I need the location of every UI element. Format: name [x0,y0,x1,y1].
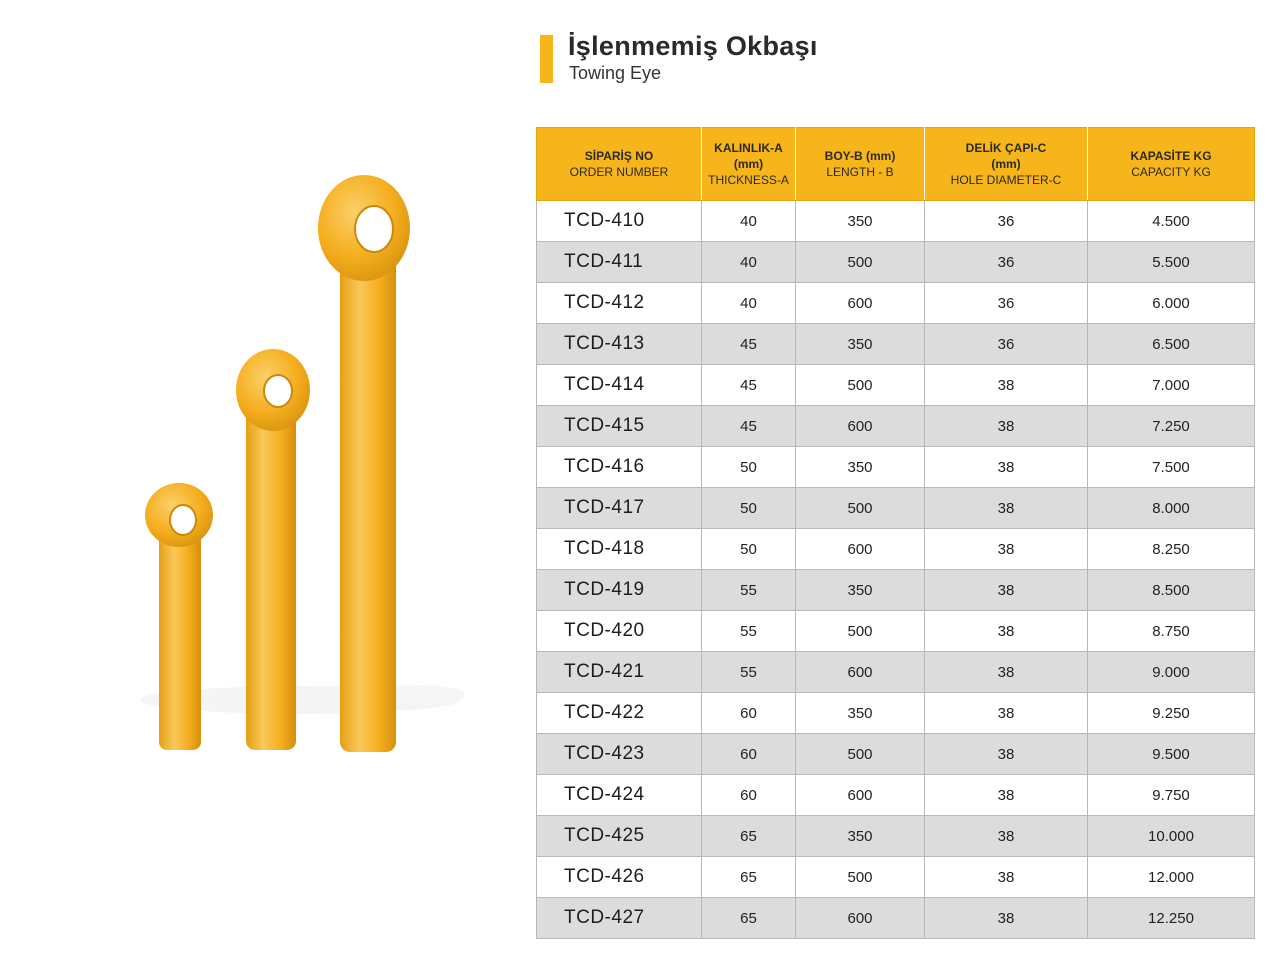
table-row [537,283,1255,324]
order-number-cell: TCD-425 [537,816,702,857]
length-cell: 600 [796,652,925,693]
length-cell: 600 [796,529,925,570]
order-number-cell: TCD-423 [537,734,702,775]
length-cell: 600 [796,898,925,939]
order-number-cell: TCD-421 [537,652,702,693]
hole-diameter-cell: 38 [925,406,1088,447]
thickness-cell: 50 [702,488,796,529]
table-row [537,447,1255,488]
table-header [537,128,1255,201]
thickness-cell: 50 [702,529,796,570]
table-row [537,201,1255,242]
thickness-cell: 55 [702,652,796,693]
column-header-en: ORDER NUMBER [569,165,669,179]
capacity-cell: 6.000 [1088,283,1255,324]
column-header-en: CAPACITY KG [1131,165,1211,179]
thickness-cell: 45 [702,324,796,365]
thickness-cell: 50 [702,447,796,488]
length-cell: 500 [796,857,925,898]
hole-diameter-cell: 38 [925,447,1088,488]
hole-diameter-cell: 38 [925,775,1088,816]
thickness-cell: 60 [702,734,796,775]
column-header-order-number [537,128,702,201]
thickness-cell: 45 [702,406,796,447]
thickness-cell: 55 [702,611,796,652]
table-row [537,693,1255,734]
hole-diameter-cell: 38 [925,529,1088,570]
thickness-cell: 60 [702,693,796,734]
capacity-cell: 9.750 [1088,775,1255,816]
length-cell: 350 [796,201,925,242]
thickness-cell: 45 [702,365,796,406]
capacity-cell: 8.000 [1088,488,1255,529]
length-cell: 500 [796,488,925,529]
length-cell: 500 [796,242,925,283]
thickness-cell: 65 [702,816,796,857]
column-header-tr-unit: (mm) [733,157,764,171]
table-row [537,406,1255,447]
hole-diameter-cell: 36 [925,201,1088,242]
capacity-cell: 7.000 [1088,365,1255,406]
order-number-cell: TCD-424 [537,775,702,816]
hole-diameter-cell: 38 [925,693,1088,734]
length-cell: 350 [796,816,925,857]
column-header-hole-diameter [925,128,1088,201]
capacity-cell: 9.500 [1088,734,1255,775]
order-number-cell: TCD-420 [537,611,702,652]
order-number-cell: TCD-415 [537,406,702,447]
capacity-cell: 9.000 [1088,652,1255,693]
hole-diameter-cell: 36 [925,324,1088,365]
hole-diameter-cell: 38 [925,365,1088,406]
capacity-cell: 5.500 [1088,242,1255,283]
table-row [537,652,1255,693]
thickness-cell: 40 [702,201,796,242]
table-row [537,857,1255,898]
table-row [537,365,1255,406]
table-row [537,611,1255,652]
capacity-cell: 12.000 [1088,857,1255,898]
hole-diameter-cell: 36 [925,283,1088,324]
capacity-cell: 7.250 [1088,406,1255,447]
capacity-cell: 6.500 [1088,324,1255,365]
length-cell: 600 [796,406,925,447]
table-row [537,734,1255,775]
table-row [537,324,1255,365]
table-row [537,898,1255,939]
order-number-cell: TCD-413 [537,324,702,365]
thickness-cell: 55 [702,570,796,611]
column-header-thickness [702,128,796,201]
length-cell: 350 [796,447,925,488]
length-cell: 500 [796,611,925,652]
table-row [537,775,1255,816]
capacity-cell: 8.750 [1088,611,1255,652]
order-number-cell: TCD-427 [537,898,702,939]
thickness-cell: 65 [702,857,796,898]
order-number-cell: TCD-411 [537,242,702,283]
column-header-en: HOLE DIAMETER-C [950,173,1062,187]
hole-diameter-cell: 38 [925,734,1088,775]
hole-diameter-cell: 38 [925,570,1088,611]
order-number-cell: TCD-417 [537,488,702,529]
hole-diameter-cell: 38 [925,652,1088,693]
order-number-cell: TCD-418 [537,529,702,570]
table-row [537,242,1255,283]
column-header-tr: KALINLIK-A [714,141,783,155]
page-subtitle: Towing Eye [569,63,662,83]
length-cell: 350 [796,324,925,365]
column-header-length [796,128,925,201]
column-header-en: THICKNESS-A [708,173,789,187]
thickness-cell: 65 [702,898,796,939]
hole-diameter-cell: 36 [925,242,1088,283]
column-header-tr: KAPASİTE KG [1130,149,1212,163]
hole-diameter-cell: 38 [925,898,1088,939]
capacity-cell: 4.500 [1088,201,1255,242]
length-cell: 600 [796,283,925,324]
capacity-cell: 8.250 [1088,529,1255,570]
length-cell: 600 [796,775,925,816]
capacity-cell: 7.500 [1088,447,1255,488]
length-cell: 500 [796,365,925,406]
order-number-cell: TCD-416 [537,447,702,488]
table-row [537,529,1255,570]
order-number-cell: TCD-414 [537,365,702,406]
hole-diameter-cell: 38 [925,488,1088,529]
column-header-capacity [1088,128,1255,201]
order-number-cell: TCD-412 [537,283,702,324]
order-number-cell: TCD-426 [537,857,702,898]
column-header-en: LENGTH - B [826,165,894,179]
capacity-cell: 12.250 [1088,898,1255,939]
column-header-tr: BOY-B (mm) [824,149,896,163]
column-header-tr: DELİK ÇAPI-C [965,141,1047,155]
page-title: İşlenmemiş Okbaşı [568,31,818,61]
table-row [537,816,1255,857]
title-accent-bar [540,35,553,83]
table-body [537,201,1255,939]
table-row [537,488,1255,529]
towing-eye-product-image [100,160,520,780]
column-header-tr-unit: (mm) [991,157,1021,171]
order-number-cell: TCD-410 [537,201,702,242]
hole-diameter-cell: 38 [925,611,1088,652]
order-number-cell: TCD-422 [537,693,702,734]
length-cell: 350 [796,570,925,611]
capacity-cell: 8.500 [1088,570,1255,611]
table-header-row [537,128,1255,201]
towing-eye-large [318,175,410,752]
specification-table [536,127,1255,939]
length-cell: 350 [796,693,925,734]
capacity-cell: 10.000 [1088,816,1255,857]
hole-diameter-cell: 38 [925,816,1088,857]
order-number-cell: TCD-419 [537,570,702,611]
hole-diameter-cell: 38 [925,857,1088,898]
thickness-cell: 60 [702,775,796,816]
length-cell: 500 [796,734,925,775]
thickness-cell: 40 [702,242,796,283]
capacity-cell: 9.250 [1088,693,1255,734]
thickness-cell: 40 [702,283,796,324]
table-row [537,570,1255,611]
column-header-tr: SİPARİŞ NO [584,149,654,163]
